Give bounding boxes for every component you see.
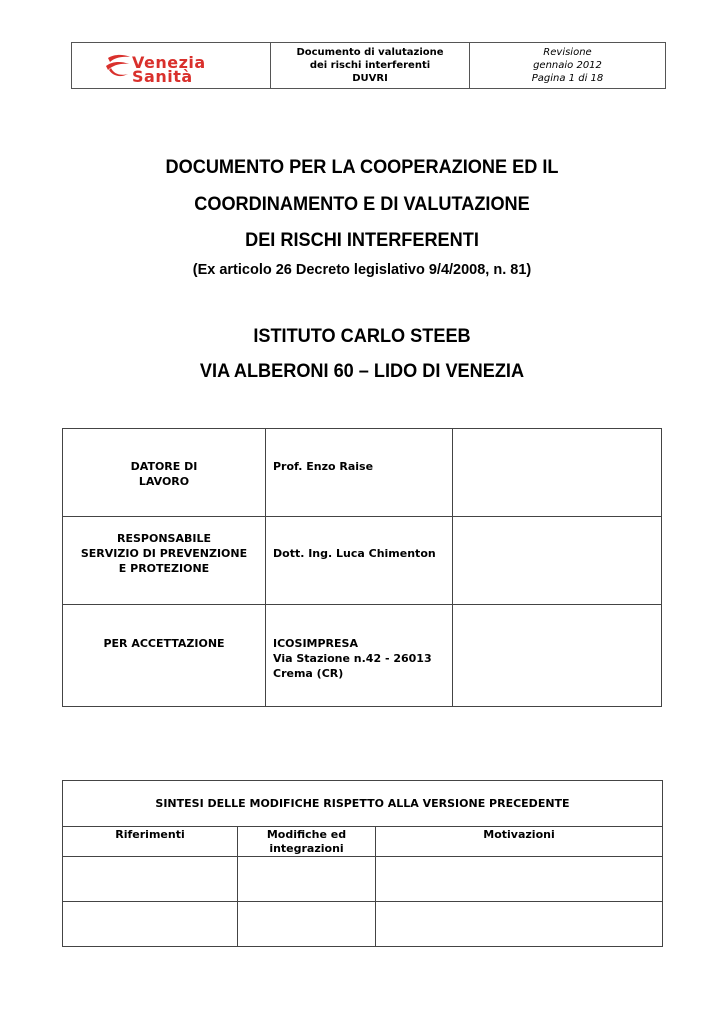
main-title-line-2: COORDINAMENTO E DI VALUTAZIONE xyxy=(194,193,530,215)
column-header-modifiche xyxy=(238,827,376,857)
logo-cell xyxy=(72,43,271,89)
column-header-motivazioni xyxy=(376,827,663,857)
logo-swoosh-icon xyxy=(104,52,132,80)
role-cell xyxy=(63,517,266,605)
logo-text-line1: Venezia xyxy=(132,53,206,72)
main-title-line-1: DOCUMENTO PER LA COOPERAZIONE ED IL xyxy=(165,156,559,178)
column-header-line: integrazioni xyxy=(269,842,344,855)
name-cell xyxy=(266,517,453,605)
table-row xyxy=(63,781,663,827)
signature-cell xyxy=(453,429,662,517)
role-line: LAVORO xyxy=(138,475,190,488)
name-line: ICOSIMPRESA xyxy=(273,637,358,650)
table-row xyxy=(63,517,662,605)
table-cell xyxy=(238,902,376,947)
table-cell xyxy=(376,902,663,947)
column-header-riferimenti xyxy=(63,827,238,857)
name-line: Via Stazione n.42 - 26013 xyxy=(273,652,432,665)
name-line: Prof. Enzo Raise xyxy=(273,460,374,473)
page-number: Pagina 1 di 18 xyxy=(531,73,604,84)
role-cell xyxy=(63,605,266,707)
column-header-line: Riferimenti xyxy=(115,828,185,841)
venezia-sanita-logo xyxy=(72,43,270,88)
role-line: SERVIZIO DI PREVENZIONE xyxy=(80,547,248,560)
table-cell xyxy=(376,857,663,902)
header-doc-title-line: dei rischi interferenti xyxy=(309,60,431,71)
header-doc-title-line: DUVRI xyxy=(352,73,388,84)
institute-address: VIA ALBERONI 60 – LIDO DI VENEZIA xyxy=(199,360,525,382)
column-header-line: Motivazioni xyxy=(483,828,555,841)
roles-table xyxy=(62,428,662,707)
role-line: PER ACCETTAZIONE xyxy=(103,637,225,650)
main-title-line-3: DEI RISCHI INTERFERENTI xyxy=(245,229,479,251)
name-line: Dott. Ing. Luca Chimenton xyxy=(273,547,436,560)
table-row xyxy=(63,857,663,902)
name-line: Crema (CR) xyxy=(273,667,344,680)
revision-date: gennaio 2012 xyxy=(533,60,602,71)
header-doc-title xyxy=(271,43,470,89)
signature-cell xyxy=(453,517,662,605)
institute-name: ISTITUTO CARLO STEEB xyxy=(253,325,471,347)
column-header-line: Modifiche ed xyxy=(266,828,347,841)
table-cell xyxy=(63,902,238,947)
role-line: DATORE DI xyxy=(130,460,198,473)
revision-label: Revisione xyxy=(543,47,592,58)
role-line: RESPONSABILE xyxy=(117,532,211,545)
table-row xyxy=(63,827,663,857)
table-cell xyxy=(238,857,376,902)
logo-text-line2: Sanità xyxy=(132,67,193,86)
table-cell xyxy=(63,857,238,902)
table-row xyxy=(63,605,662,707)
changes-heading: SINTESI DELLE MODIFICHE RISPETTO ALLA VERSIONE PRECEDENTE xyxy=(63,781,663,827)
header-revision xyxy=(470,43,666,89)
document-header xyxy=(71,42,666,89)
legal-reference: (Ex articolo 26 Decreto legislativo 9/4/2008, n. 81) xyxy=(192,262,532,278)
role-cell xyxy=(63,429,266,517)
changes-table xyxy=(62,780,663,947)
signature-cell xyxy=(453,605,662,707)
name-cell xyxy=(266,429,453,517)
table-row xyxy=(63,429,662,517)
table-row xyxy=(63,902,663,947)
name-cell xyxy=(266,605,453,707)
header-doc-title-line: Documento di valutazione xyxy=(296,47,444,58)
role-line: E PROTEZIONE xyxy=(118,562,210,575)
